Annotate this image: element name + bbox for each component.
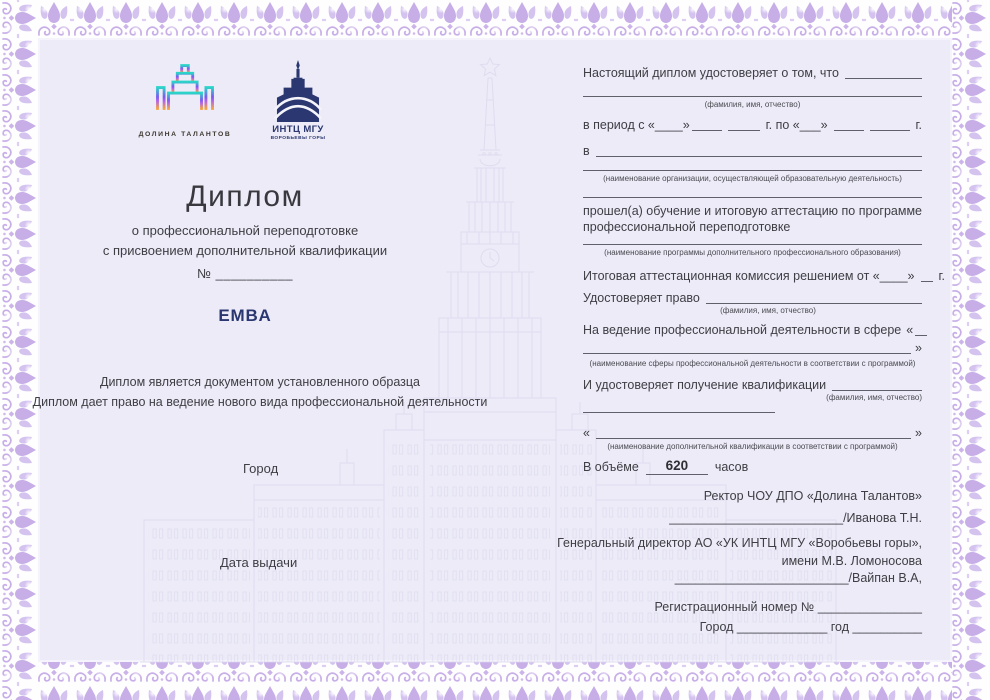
blank-line: [583, 244, 922, 245]
diploma-number-line: № __________: [197, 266, 293, 281]
close-quote: »: [915, 341, 922, 355]
in-label: в: [583, 144, 590, 158]
talent-valley-logo-caption: ДОЛИНА ТАЛАНТОВ: [138, 131, 232, 138]
blank-line: [870, 130, 910, 131]
period-prefix: в период с «____»: [583, 118, 690, 132]
registration-number-line: Регистрационный номер № _______________: [654, 600, 922, 614]
volume-suffix: часов: [714, 460, 749, 474]
commission-label: Итоговая аттестационная комиссия решением от «____»: [583, 269, 915, 283]
organization-caption: (наименование организации, осуществляющей образовательную деятельность): [603, 174, 902, 183]
program-name: EMBA: [218, 306, 272, 325]
fio-caption2: (фамилия, имя, отчество): [720, 306, 816, 315]
program-caption: (наименование программы дополнительного профессионального образования): [604, 248, 901, 257]
sphere-blank-row: [583, 341, 922, 356]
volume-prefix: В объёме: [583, 460, 639, 474]
diploma-subtitle-line1: о профессиональной переподготовке: [131, 223, 359, 238]
blank-line: [583, 96, 922, 97]
rector-signature-line: _________________________/Иванова Т.Н.: [669, 511, 922, 525]
diploma-form: [557, 0, 946, 700]
fio-caption: (фамилия, имя, отчество): [704, 100, 801, 109]
sphere-label: На ведение профессиональной деятельности в сфере: [583, 323, 902, 337]
sphere-caption: (наименование сферы профессиональной деятельности в соответствии с программой): [589, 359, 916, 368]
talent-valley-logo: [152, 62, 218, 122]
blank-line: [845, 78, 922, 79]
commission-suffix: г.: [938, 269, 946, 283]
diploma-note-line1: Диплом является документом установленного образца: [99, 375, 421, 389]
commission-row: [583, 269, 946, 284]
city-label: Город: [243, 461, 279, 476]
intc-mgu-logo-title: ИНТЦ МГУ: [272, 124, 324, 135]
blank-line: [596, 438, 911, 439]
blank-line: [583, 353, 911, 354]
blank-line: [915, 335, 927, 336]
blank-line: [728, 130, 760, 131]
close-quote: »: [915, 426, 922, 440]
blank-line: [706, 303, 922, 304]
volume-hours-value: 620: [646, 458, 708, 475]
passed-text2: профессиональной переподготовке: [583, 220, 791, 234]
diploma-note-line2: Диплом дает право на ведение нового вида профессиональной деятельности: [32, 395, 488, 409]
intc-mgu-logo: [270, 60, 326, 122]
certify-row: [583, 66, 922, 81]
period-mid: г. по «___»: [765, 118, 828, 132]
certify-label: Настоящий диплом удостоверяет о том, что: [583, 66, 839, 80]
blank-line: [832, 390, 922, 391]
qualification-caption: (наименование дополнительной квалификации в соответствии с программой): [607, 442, 898, 451]
blank-line: [583, 197, 922, 198]
passed-line2: [583, 220, 922, 235]
blank-line: [834, 130, 864, 131]
volume-row: [583, 458, 922, 475]
director-signature-line: _________________________/Вайпан В.А,: [674, 571, 922, 585]
intc-mgu-logo-subtitle: ВОРОБЬЕВЫ ГОРЫ: [270, 136, 326, 141]
open-quote: «: [583, 426, 590, 440]
blank-line: [583, 412, 775, 413]
certifies-right-row: [583, 291, 922, 306]
blank-line: [596, 156, 922, 157]
period-suffix: г.: [915, 118, 923, 132]
qualification-row: [583, 378, 922, 393]
director-title-line1: Генеральный директор АО «УК ИНТЦ МГУ «Воробьевы горы»,: [557, 536, 922, 550]
diploma-subtitle-line2: с присвоением дополнительной квалификации: [102, 243, 388, 258]
issue-date-label: Дата выдачи: [220, 555, 298, 570]
qualification-label: И удостоверяет получение квалификации: [583, 378, 827, 392]
sphere-row: [583, 323, 922, 338]
diploma-title: Диплом: [186, 180, 304, 213]
rector-title: Ректор ЧОУ ДПО «Долина Талантов»: [703, 489, 922, 503]
blank-line: [583, 170, 922, 171]
passed-line1: [583, 204, 922, 219]
fio-caption3: (фамилия, имя, отчество): [826, 393, 922, 402]
director-title-line2: имени М.В. Ломоносова: [781, 554, 922, 568]
quoted-blank-row: [583, 426, 922, 441]
open-quote: «: [906, 323, 914, 337]
blank-line: [692, 130, 722, 131]
organization-row: [583, 144, 922, 159]
certifies-right-label: Удостоверяет право: [583, 291, 700, 305]
city-year-line: Город _____________ год __________: [699, 620, 922, 634]
passed-text1: прошел(а) обучение и итоговую аттестацию по программе: [583, 204, 923, 218]
blank-line: [921, 281, 933, 282]
period-row: [583, 118, 922, 133]
